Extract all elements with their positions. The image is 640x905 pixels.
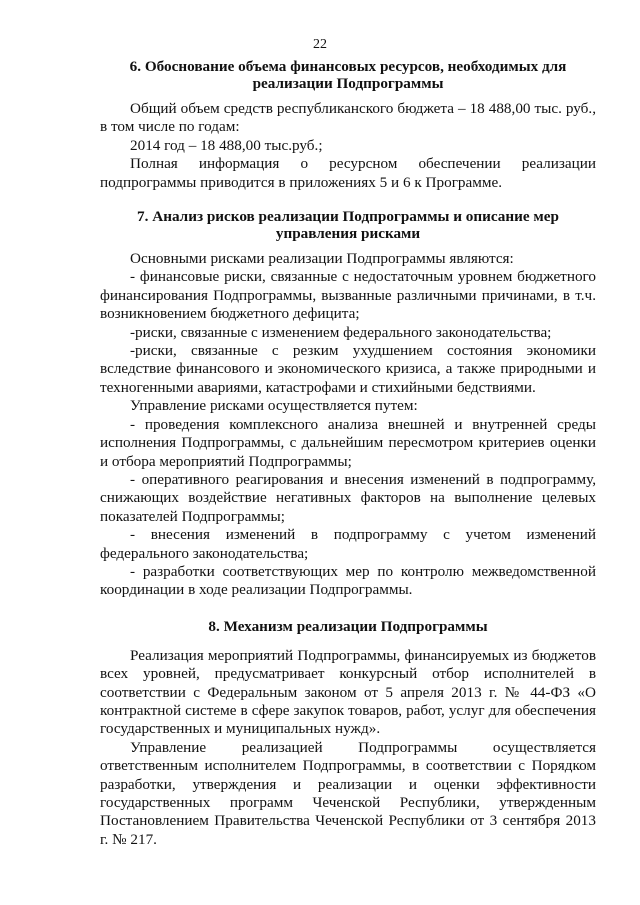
section-7-body [100,250,596,600]
section-7 [100,208,596,600]
document-body [100,58,596,849]
section-7-paragraph: - финансовые риски, связанные с недостаточным уровнем бюджетного финансирования Подпрограммы, вызванные различными причинами, в т.ч. возникновением бюджетного дефицита; [100,268,596,323]
section-7-paragraph: Основными рисками реализации Подпрограммы являются: [130,250,514,268]
section-6-title-line2: реализации Подпрограммы [252,75,444,92]
section-7-title [100,208,596,242]
section-6-paragraph: Общий объем средств республиканского бюджета – 18 488,00 тыс. руб., в том числе по годам: [100,100,596,136]
section-6 [100,58,596,192]
section-6-title [100,58,596,92]
section-7-paragraph: -риски, связанные с резким ухудшением состояния экономики вследствие финансового и экономического кризиса, а также природными и техногенными авариями, катастрофами и стихийными бедствиями. [100,342,596,396]
section-8-title: 8. Механизм реализации Подпрограммы [208,617,488,635]
section-7-paragraph: Управление рисками осуществляется путем: [130,397,418,415]
section-6-title-line1: 6. Обоснование объема финансовых ресурсов, необходимых для [129,58,567,75]
section-8-paragraph: Реализация мероприятий Подпрограммы, финансируемых из бюджетов всех уровней, предусматривает конкурсный отбор исполнителей в соответствии с Федеральным законом от 5 апреля 2013 г. № 44-ФЗ «О контрактной системе в сфере закупок товаров, работ, услуг для обеспечения государственных и муниципальных нужд». [100,646,596,738]
section-6-paragraph: Полная информация о ресурсном обеспечении реализации подпрограммы приводится в приложениях 5 и 6 к Программе. [100,155,596,191]
section-7-paragraph: - разработки соответствующих мер по контролю межведомственной координации в ходе реализации Подпрограммы. [100,562,596,599]
section-7-paragraph: - оперативного реагирования и внесения изменений в подпрограмму, снижающих воздействие негативных факторов на выполнение целевых показателей Подпрограммы; [100,470,596,525]
section-8-body [100,647,596,849]
page-number: 22 [313,37,327,52]
section-8 [100,618,596,849]
section-7-paragraph: -риски, связанные с изменением федерального законодательства; [130,323,552,341]
section-8-paragraph: Управление реализацией Подпрограммы осуществляется ответственным исполнителем Подпрограммы, в соответствии с Порядком разработки, утверждения и реализации и оценки эффективности государственных программ Чеченской Республики, утвержденным Постановлением Правительства Чеченской Республики от 3 сентября 2013 г. № 217. [100,738,596,848]
section-7-paragraph: - проведения комплексного анализа внешней и внутренней среды исполнения Подпрограммы, с дальнейшим пересмотром критериев оценки и отбора мероприятий Подпрограммы; [100,415,596,470]
section-7-title-line1: 7. Анализ рисков реализации Подпрограммы и описание мер [137,208,559,226]
section-6-paragraph: 2014 год – 18 488,00 тыс.руб.; [130,136,323,154]
section-7-title-line2: управления рисками [275,225,421,243]
section-7-paragraph: - внесения изменений в подпрограмму с учетом изменений федерального законодательства; [100,526,596,562]
section-6-body [100,100,596,192]
